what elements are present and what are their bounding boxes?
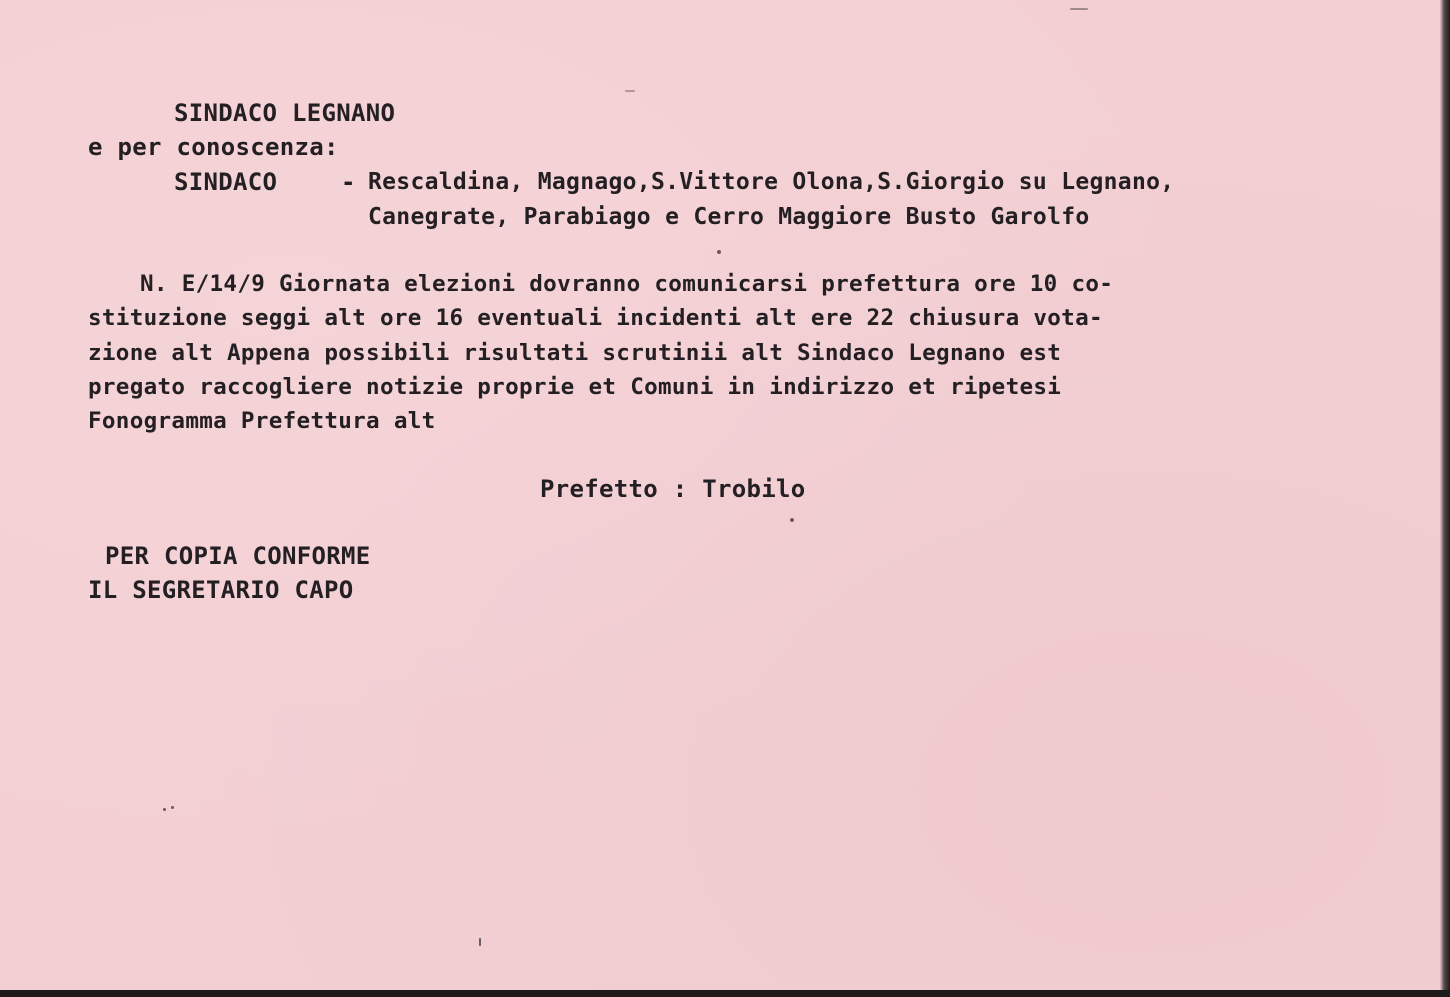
- ink-speck: [717, 250, 721, 254]
- cc-recipient: SINDACO: [174, 168, 278, 196]
- ink-speck: [790, 518, 794, 522]
- addressee: SINDACO LEGNANO: [174, 99, 396, 127]
- ink-speck: [479, 938, 481, 946]
- ink-speck: [1070, 8, 1088, 10]
- body-line: stituzione seggi alt ore 16 eventuali incidenti alt ere 22 chiusura vota-: [88, 305, 1103, 331]
- body-line: N. E/14/9 Giornata elezioni dovranno comunicarsi prefettura ore 10 co-: [140, 271, 1114, 297]
- attestation-line-1: PER COPIA CONFORME: [105, 542, 371, 570]
- ink-speck: [625, 90, 635, 92]
- body-line: pregato raccogliere notizie proprie et Comuni in indirizzo et ripetesi: [88, 374, 1062, 400]
- cc-label: e per conoscenza:: [88, 133, 339, 161]
- cc-towns-line-1: Rescaldina, Magnago,S.Vittore Olona,S.Giorgio su Legnano,: [368, 169, 1175, 195]
- body-line: zione alt Appena possibili risultati scrutinii alt Sindaco Legnano est: [88, 340, 1062, 366]
- scan-edge-right: [1440, 0, 1450, 997]
- attestation-line-2: IL SEGRETARIO CAPO: [88, 576, 354, 604]
- scan-edge-bottom: [0, 990, 1450, 997]
- signature: Prefetto : Trobilo: [540, 475, 806, 503]
- ink-speck: [171, 806, 174, 809]
- ink-speck: [163, 808, 166, 811]
- body-line: Fonogramma Prefettura alt: [88, 408, 436, 434]
- cc-dash: -: [341, 168, 356, 196]
- cc-towns-line-2: Canegrate, Parabiago e Cerro Maggiore Busto Garolfo: [368, 204, 1090, 230]
